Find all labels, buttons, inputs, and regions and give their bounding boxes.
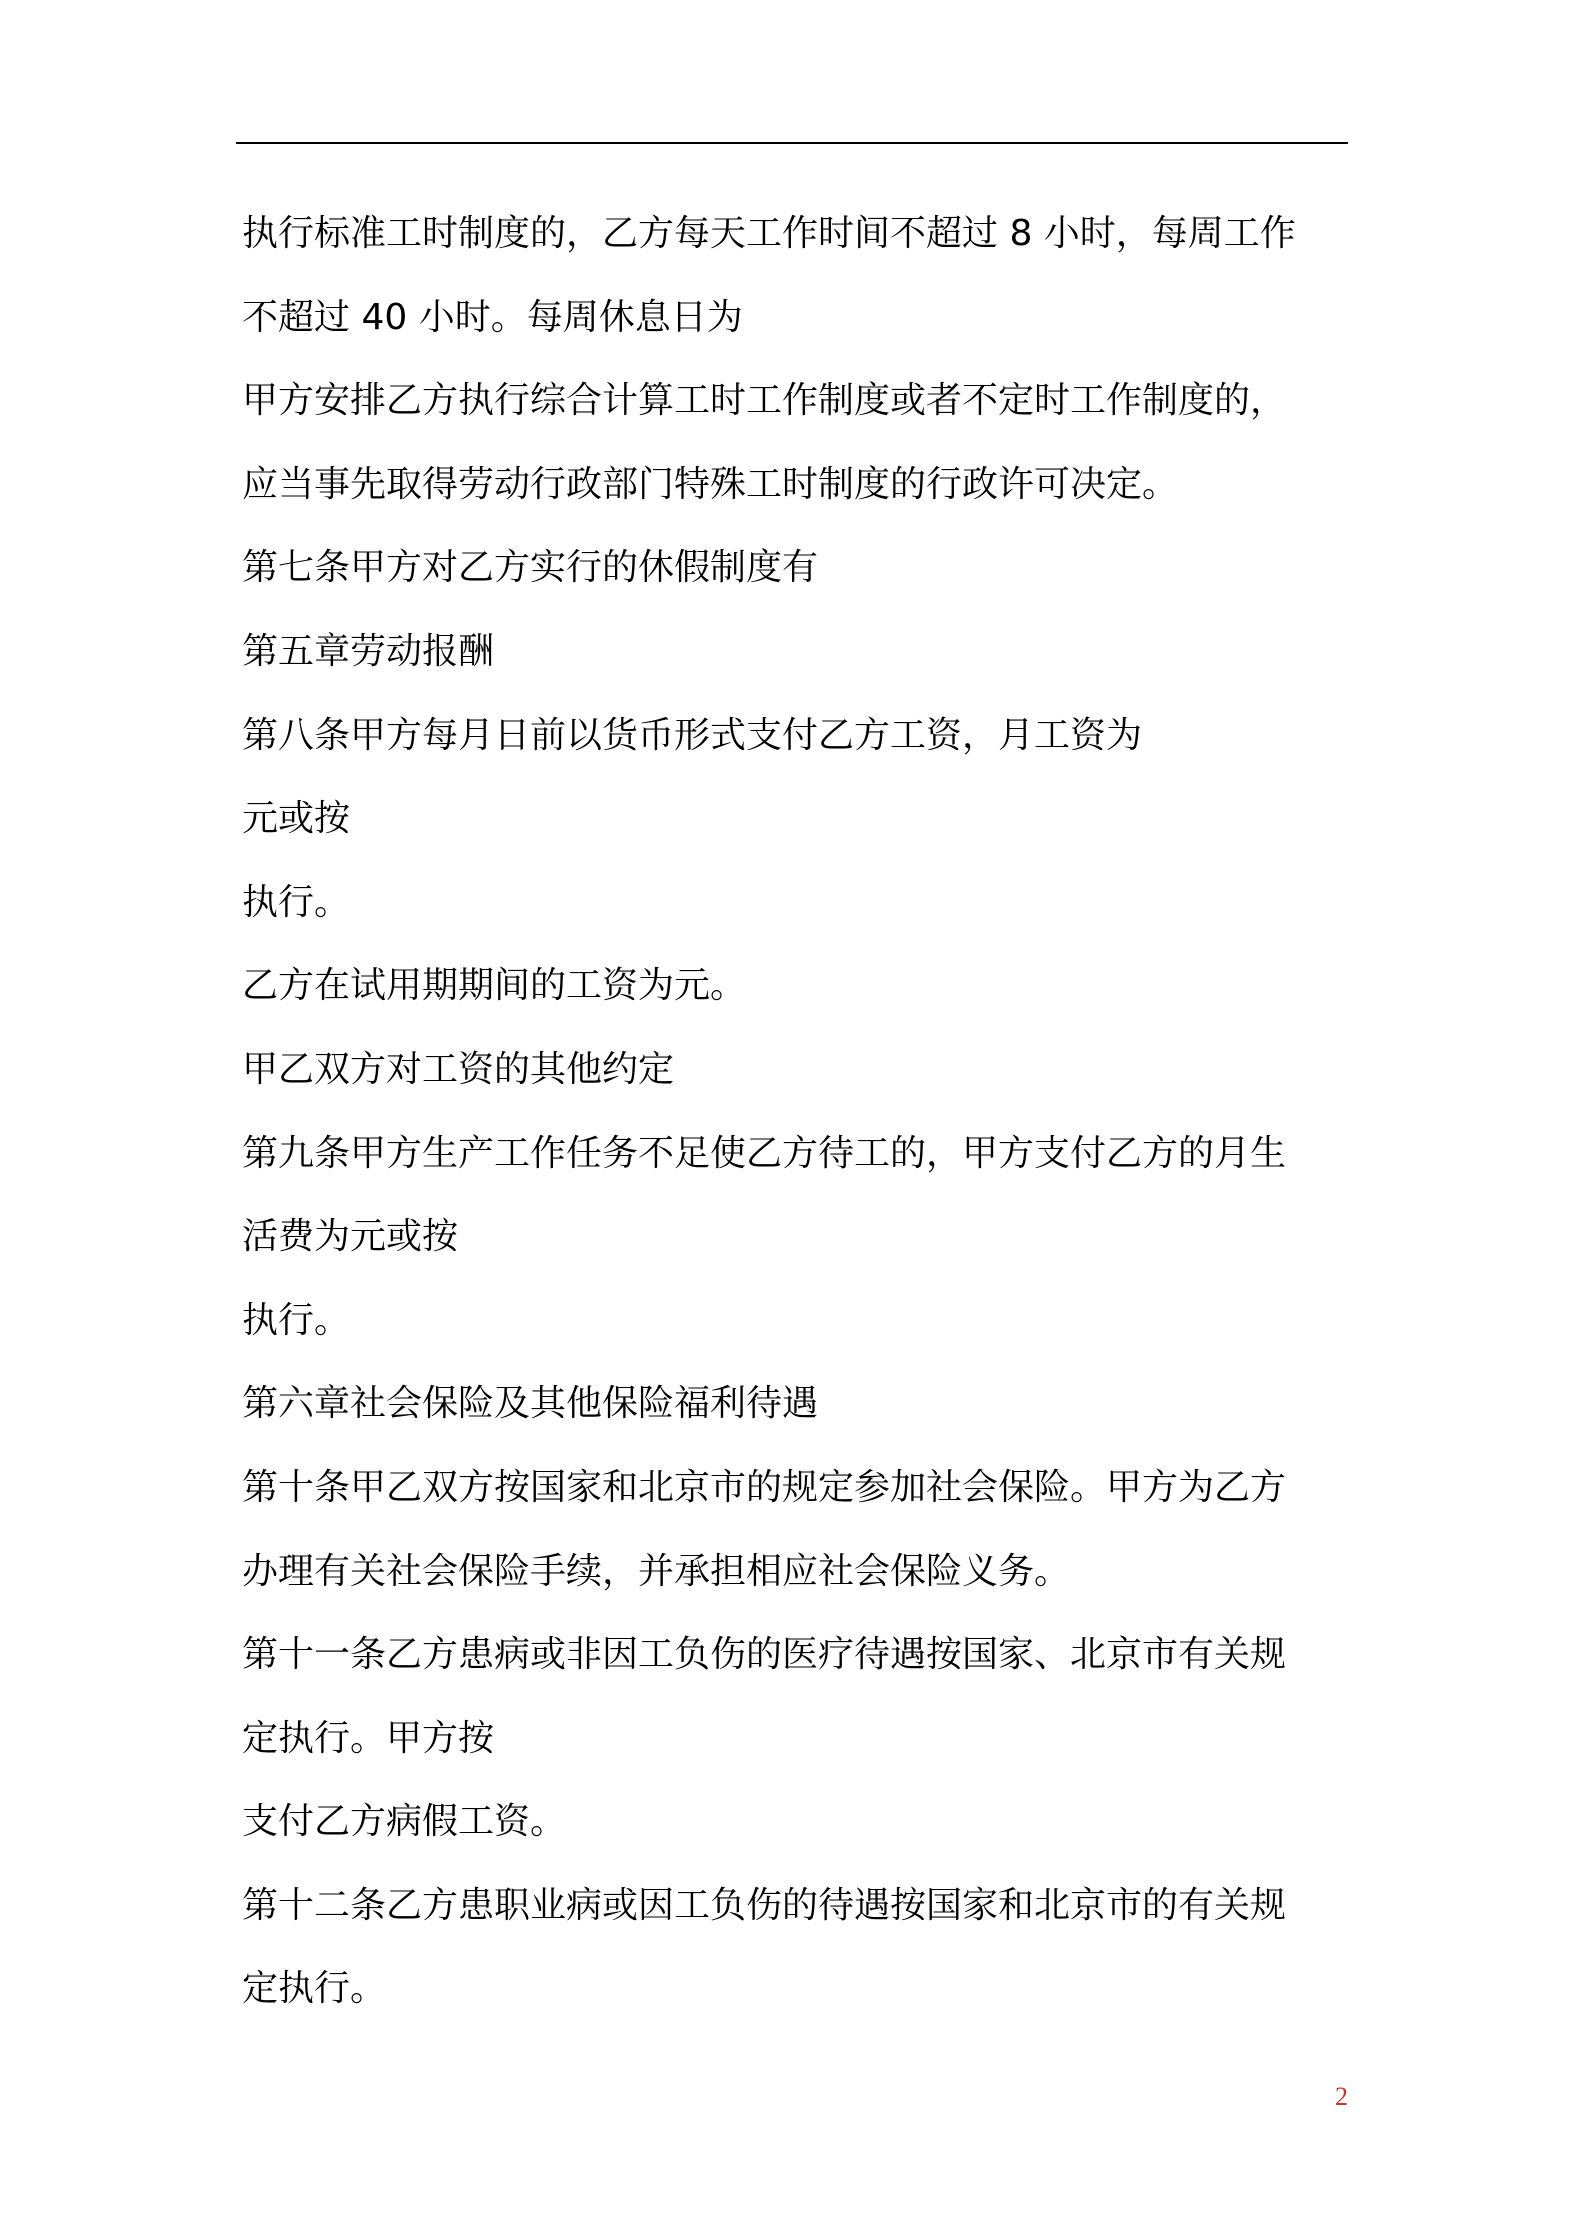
text-line: 定执行。 xyxy=(242,1968,387,2010)
text-line: 不超过 40 小时。每周休息日为 xyxy=(242,296,743,338)
text-line: 执行。 xyxy=(242,881,351,923)
text-line: 办理有关社会保险手续，并承担相应社会保险义务。 xyxy=(242,1550,1071,1592)
text-line: 活费为元或按 xyxy=(242,1216,459,1258)
page-number: 2 xyxy=(1335,2082,1348,2111)
text-line: 支付乙方病假工资。 xyxy=(242,1801,567,1843)
chapter-heading: 第六章社会保险及其他保险福利待遇 xyxy=(242,1383,819,1425)
chapter-heading: 第五章劳动报酬 xyxy=(242,630,495,672)
text-line: 乙方在试用期期间的工资为元。 xyxy=(242,965,747,1007)
text-line: 甲乙双方对工资的其他约定 xyxy=(242,1048,675,1090)
header-rule xyxy=(236,142,1348,144)
text-line: 应当事先取得劳动行政部门特殊工时制度的行政许可决定。 xyxy=(242,463,1179,505)
article-heading: 第九条甲方生产工作任务不足使乙方待工的，甲方支付乙方的月生 xyxy=(242,1132,1287,1174)
article-heading: 第十条甲乙双方按国家和北京市的规定参加社会保险。甲方为乙方 xyxy=(242,1466,1287,1508)
text-line: 定执行。甲方按 xyxy=(242,1717,495,1759)
text-line: 甲方安排乙方执行综合计算工时工作制度或者不定时工作制度的， xyxy=(242,380,1287,422)
article-heading: 第七条甲方对乙方实行的休假制度有 xyxy=(242,547,819,589)
text-line: 元或按 xyxy=(242,798,351,840)
text-line: 执行标准工时制度的，乙方每天工作时间不超过 8 小时，每周工作 xyxy=(242,213,1296,254)
article-heading: 第十一条乙方患病或非因工负伤的医疗待遇按国家、北京市有关规 xyxy=(242,1634,1287,1676)
text-line: 执行。 xyxy=(242,1299,351,1341)
article-heading: 第十二条乙方患职业病或因工负伤的待遇按国家和北京市的有关规 xyxy=(242,1884,1287,1926)
document-body xyxy=(242,192,1352,2031)
article-heading: 第八条甲方每月日前以货币形式支付乙方工资，月工资为 xyxy=(242,714,1143,756)
